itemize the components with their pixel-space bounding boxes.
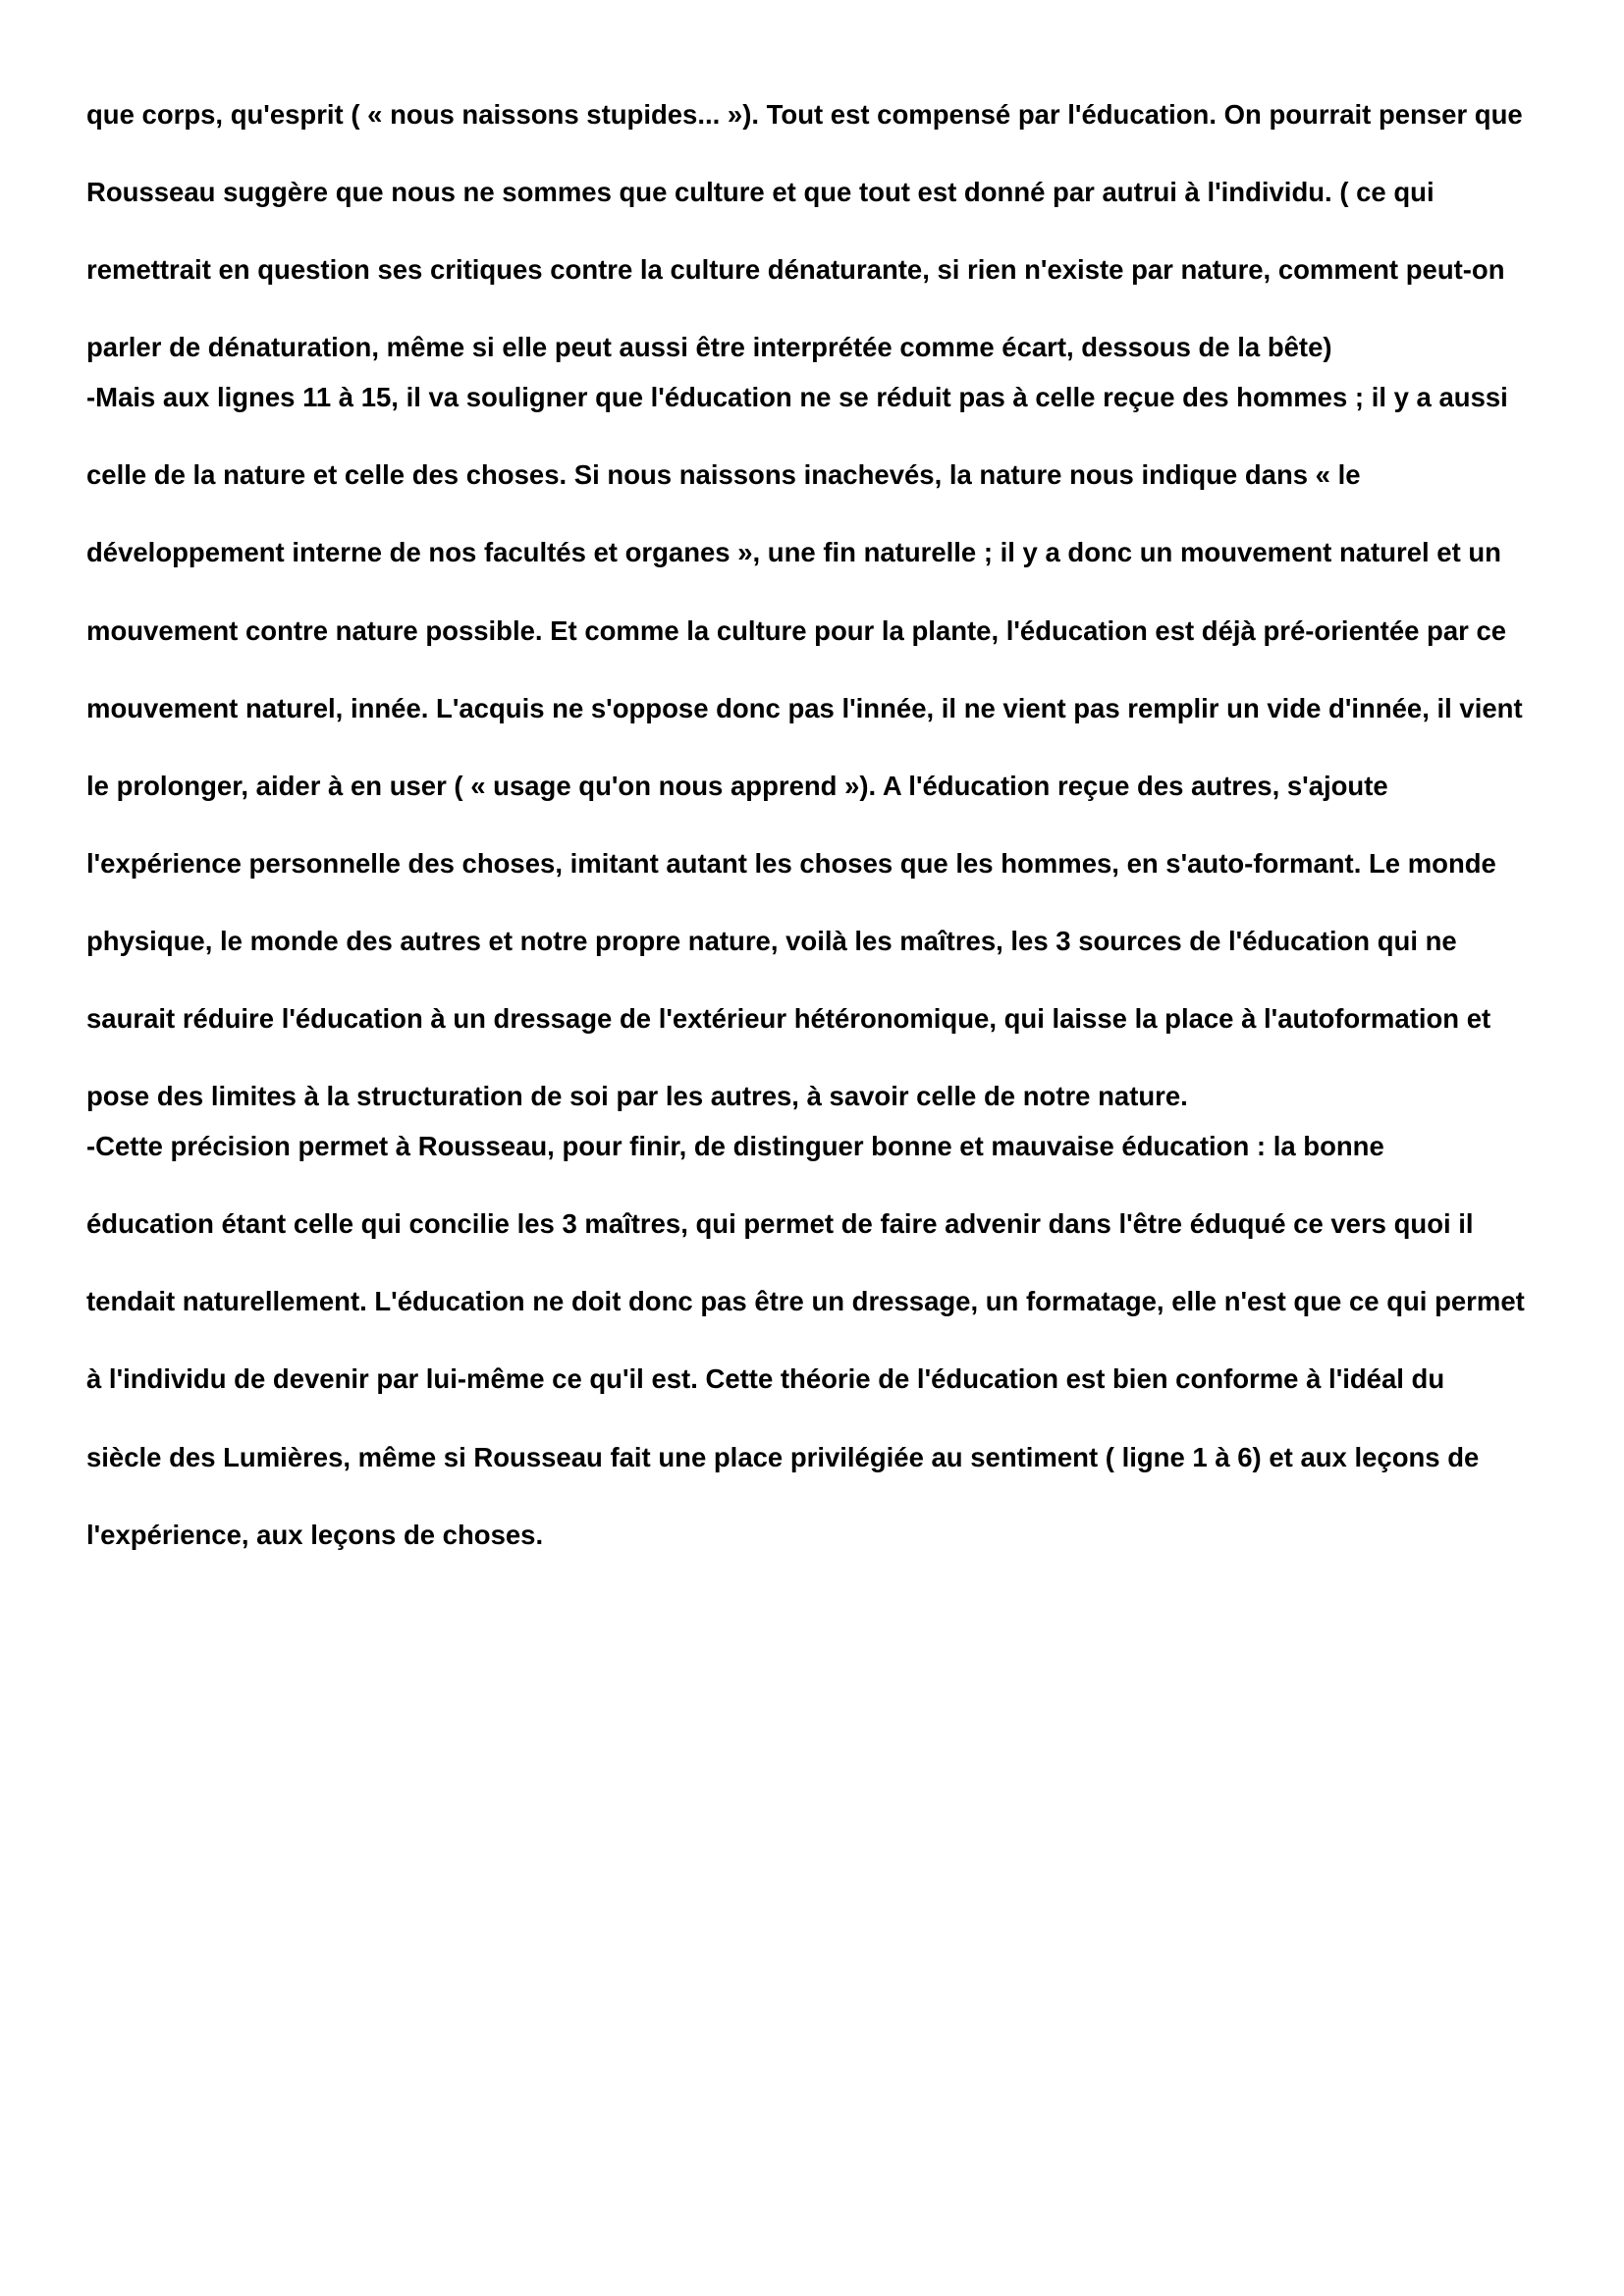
text-line: mouvement contre nature possible. Et comme la culture pour la plante, l'éducation est déjà pré-orientée par ce [86,614,1507,646]
text-line: à l'individu de devenir par lui-même ce qu'il est. Cette théorie de l'éducation est bien conforme à l'idéal du [86,1363,1445,1395]
text-line: le prolonger, aider à en user ( « usage qu'on nous apprend »). A l'éducation reçue des autres, s'ajoute [86,770,1388,801]
text-line: -Cette précision permet à Rousseau, pour finir, de distinguer bonne et mauvaise éducation : la bonne [86,1131,1384,1162]
text-line: celle de la nature et celle des choses. Si nous naissons inachevés, la nature nous indique dans « le [86,459,1361,491]
text-line: Rousseau suggère que nous ne sommes que culture et que tout est donné par autrui à l'individu. ( ce qui [86,177,1435,208]
text-line: mouvement naturel, innée. L'acquis ne s'oppose donc pas l'innée, il ne vient pas remplir un vide d'innée, il vient [86,692,1523,723]
text-line: pose des limites à la structuration de soi par les autres, à savoir celle de notre nature. [86,1081,1188,1112]
text-line: l'expérience, aux leçons de choses. [86,1519,544,1550]
text-line: l'expérience personnelle des choses, imitant autant les choses que les hommes, en s'auto-formant. Le monde [86,847,1496,879]
text-line: que corps, qu'esprit ( « nous naissons stupides... »). Tout est compensé par l'éducation. On pourrait penser que [86,99,1523,130]
text-line: tendait naturellement. L'éducation ne doit donc pas être un dressage, un formatage, elle n'est que ce qui permet [86,1286,1525,1317]
text-line: développement interne de nos facultés et organes », une fin naturelle ; il y a donc un mouvement naturel et un [86,537,1501,568]
text-line: physique, le monde des autres et notre propre nature, voilà les maîtres, les 3 sources de l'éducation qui ne [86,925,1457,956]
text-line: parler de dénaturation, même si elle peut aussi être interprétée comme écart, dessous de la bête) [86,332,1332,363]
body-text [86,92,1579,1590]
text-line: éducation étant celle qui concilie les 3 maîtres, qui permet de faire advenir dans l'être éduqué ce vers quoi il [86,1208,1474,1240]
text-line: saurait réduire l'éducation à un dressage de l'extérieur hétéronomique, qui laisse la place à l'autoformation et [86,1003,1491,1035]
text-line: -Mais aux lignes 11 à 15, il va souligner que l'éducation ne se réduit pas à celle reçue des hommes ; il y a aussi [86,382,1508,413]
text-line: siècle des Lumières, même si Rousseau fait une place privilégiée au sentiment ( ligne 1 à 6) et aux leçons de [86,1441,1480,1472]
text-line: remettrait en question ses critiques contre la culture dénaturante, si rien n'existe par nature, comment peut-on [86,254,1505,286]
